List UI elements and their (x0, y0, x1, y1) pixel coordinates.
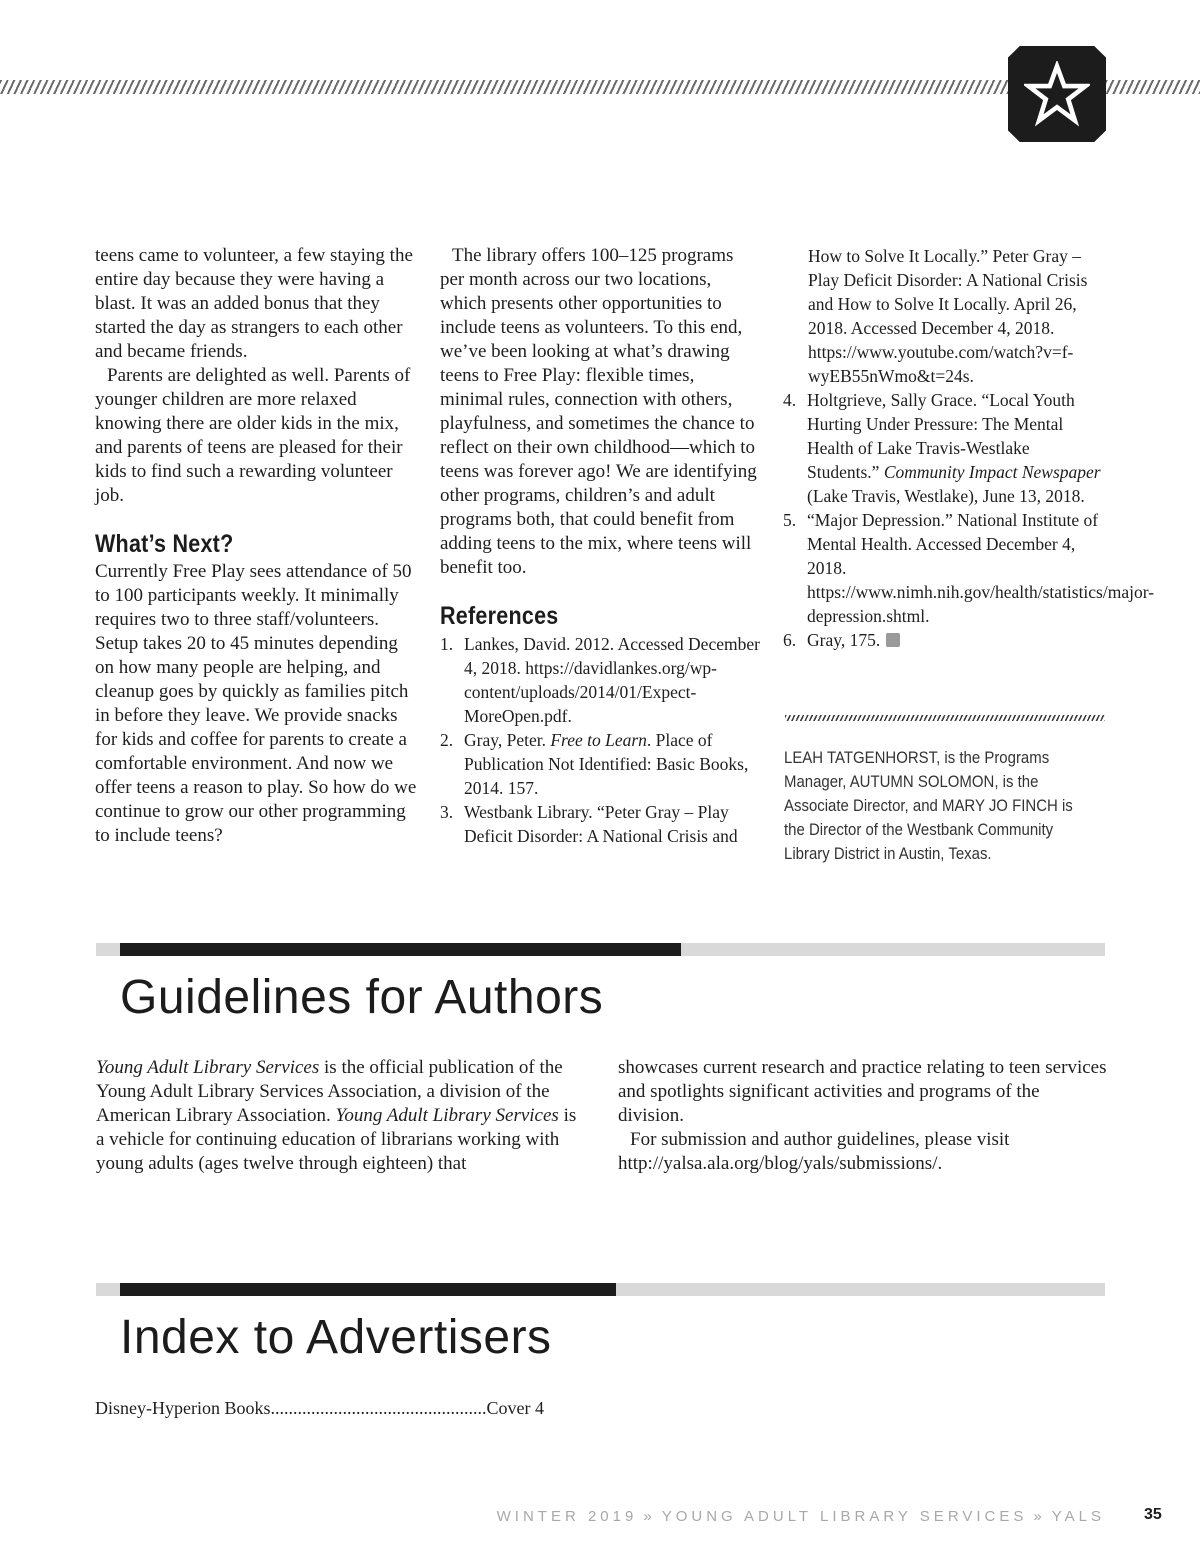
paragraph: Parents are delighted as well. Parents of younger children are more relaxed knowing there are older kids in the mix, and parents of teens are pleased for their kids to find such a rewarding volunteer job. (95, 365, 411, 506)
paragraph: The library offers 100–125 programs per month across our two locations, which presents other opportunities to include teens as volunteers. To this end, we’ve been looking at what’s drawing teens to Free Play: flexible times, minimal rules, connection with others, playfulness, and sometimes the chance to reflect on their own childhood—which to teens was forever ago! We are identifying other programs, children’s and adult programs both, that could benefit from adding teens to the mix, where teens will benefit too. (440, 245, 757, 578)
running-footer (497, 1508, 1105, 1525)
paragraph: teens came to volunteer, a few staying the entire day because they were having a blast. It was an added bonus that they started the day as strangers to each other and became friends. (95, 245, 413, 362)
paragraph: showcases current research and practice relating to teen services and spotlights significant activities and programs of the division. (618, 1057, 1107, 1126)
section-heading-whats-next: What’s Next? (95, 530, 234, 558)
bio-divider-hatch (785, 715, 1105, 721)
article-column-3 (783, 244, 1155, 652)
reference-number: 1. (440, 634, 454, 654)
reference-continuation: How to Solve It Locally.” Peter Gray – Play Deficit Disorder: A National Crisis and How to Solve It Locally. April 26, 2018. Accessed December 4, 2018. https://www.youtube.com/watch?v=f-wyEB55nWmo&t=24s. (808, 246, 1088, 386)
end-of-article-icon (886, 633, 900, 647)
guidelines-column-2 (618, 1056, 1108, 1176)
references-list (440, 632, 760, 848)
guidelines-column-1 (96, 1056, 586, 1176)
reference-item (440, 632, 760, 728)
reference-item (440, 800, 760, 848)
reference-number: 4. (783, 390, 797, 410)
reference-title: Community Impact Newspaper (883, 462, 1101, 482)
paragraph: Currently Free Play sees attendance of 50 to 100 participants weekly. It minimally requires two to three staff/volunteers. Setup takes 20 to 45 minutes depending on how many people are helping, and cleanup goes by quickly as families pitch in before they leave. We provide snacks for kids and coffee for parents to create a comfortable environment. And now we offer teens a reason to play. So how do we continue to grow our other programming to include teens? (95, 561, 417, 846)
reference-number: 6. (783, 630, 797, 650)
section-rule-guidelines (96, 943, 1105, 956)
publication-title: Young Adult Library Services (96, 1057, 320, 1078)
reference-text: Holtgrieve, Sally Grace. “Local Youth Hurting Under Pressure: The Mental Health of Lake Travis-Westlake Students.” (807, 390, 1075, 482)
advertiser-entry: Disney-Hyperion Books................................................Cover 4 (95, 1398, 544, 1418)
author-bio: LEAH TATGENHORST, is the Programs Manager, AUTUMN SOLOMON, is the Associate Director, and MARY JO FINCH is the Director of the Westbank Community Library District in Austin, Texas. (784, 748, 1073, 863)
section-heading-references: References (440, 602, 559, 630)
reference-item (440, 728, 760, 800)
reference-item (783, 628, 1105, 652)
reference-text: Gray, Peter. (464, 730, 551, 750)
reference-title: Free to Learn (550, 730, 647, 750)
reference-text: Westbank Library. “Peter Gray – Play Deficit Disorder: A National Crisis and (464, 802, 738, 846)
text: is the official publication of the Young Adult Library Services Association, a division of the American Library Association. (96, 1057, 563, 1126)
publication-title: Young Adult Library Services (335, 1105, 559, 1126)
reference-text: (Lake Travis, Westlake), June 13, 2018. (807, 486, 1085, 506)
paragraph (96, 1056, 586, 1176)
footer-abbreviation: YALS (1051, 1508, 1105, 1525)
footer-publication: YOUNG ADULT LIBRARY SERVICES (661, 1508, 1028, 1525)
paragraph: For submission and author guidelines, please visit http://yalsa.ala.org/blog/yals/submissions/. (618, 1129, 1010, 1174)
reference-text: “Major Depression.” National Institute of Mental Health. Accessed December 4, 2018. https://www.nimh.nih.gov/health/statistics/major-depression.shtml. (807, 510, 1155, 626)
reference-item (783, 388, 1105, 508)
footer-separator: » (643, 1508, 656, 1525)
section-rule-advertisers (96, 1283, 1105, 1296)
reference-number: 2. (440, 730, 454, 750)
article-column-1 (95, 244, 417, 848)
article-column-2 (440, 244, 760, 848)
star-badge (1008, 46, 1106, 142)
reference-text: Gray, 175. (807, 630, 881, 650)
footer-season: WINTER 2019 (496, 1508, 638, 1525)
star-icon (1024, 61, 1090, 127)
reference-text: . Place of Publication Not Identified: Basic Books, 2014. 157. (464, 730, 749, 798)
reference-item (783, 508, 1155, 628)
reference-number: 3. (440, 802, 454, 822)
section-title-guidelines: Guidelines for Authors (120, 971, 604, 1024)
references-list (783, 388, 1155, 652)
footer-separator: » (1033, 1508, 1046, 1525)
section-title-advertisers: Index to Advertisers (120, 1311, 552, 1364)
reference-text: Lankes, David. 2012. Accessed December 4, 2018. https://davidlankes.org/wp-content/uploads/2014/01/Expect-MoreOpen.pdf. (464, 634, 760, 726)
page-number: 35 (1144, 1506, 1162, 1523)
text: is a vehicle for continuing education of librarians working with young adults (ages twelve through eighteen) that (96, 1105, 577, 1174)
reference-number: 5. (783, 510, 797, 530)
